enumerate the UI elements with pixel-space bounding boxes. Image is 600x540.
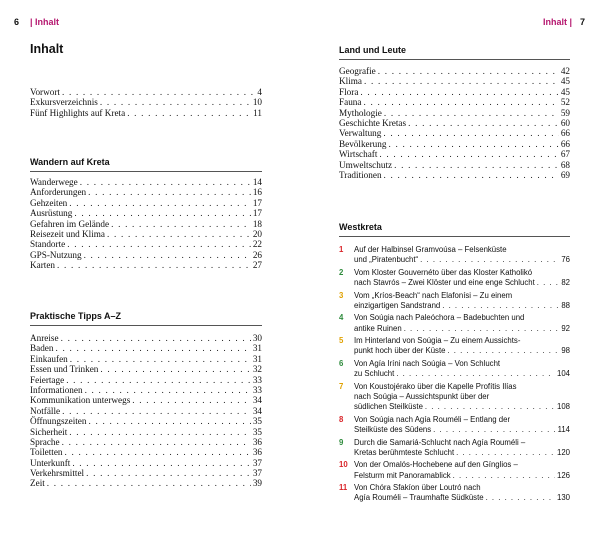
- toc-entry[interactable]: Ausrüstung . . . 17: [30, 208, 262, 218]
- toc-entry[interactable]: Fauna . . . 52: [339, 97, 570, 107]
- toc-entry[interactable]: Gefahren im Gelände . . . 18: [30, 219, 262, 229]
- toc-entry[interactable]: Essen und Trinken . . . 32: [30, 364, 262, 374]
- section-rule: [30, 325, 262, 326]
- toc-entry[interactable]: Mythologie . . . 59: [339, 108, 570, 118]
- toc-entry[interactable]: Unterkunft . . . 37: [30, 458, 262, 468]
- tour-entry[interactable]: 8 Von Soúgia nach Agía Rouméli – Entlang der Steilküste des Südens . . . 114: [339, 415, 570, 435]
- toc-entry[interactable]: Anreise . . . 30: [30, 333, 262, 343]
- toc-entry[interactable]: Feiertage . . . 33: [30, 375, 262, 385]
- tour-number: 9: [339, 437, 344, 447]
- toc-entry[interactable]: Vorwort . . . 4: [30, 87, 262, 97]
- tour-entry[interactable]: 5 Im Hinterland von Soúgia – Zu einem Aussichts- punkt hoch über der Küste . . . 98: [339, 336, 570, 356]
- toc-entry[interactable]: Informationen . . . 33: [30, 385, 262, 395]
- tour-number: 7: [339, 381, 344, 391]
- tour-number: 4: [339, 313, 344, 323]
- toc-entry[interactable]: Exkursverzeichnis . . . 10: [30, 97, 262, 107]
- toc-entry[interactable]: Geschichte Kretas . . . 60: [339, 118, 570, 128]
- section-rule: [339, 236, 570, 237]
- toc-entry[interactable]: Gehzeiten . . . 17: [30, 198, 262, 208]
- tour-number: 1: [339, 245, 344, 254]
- left-running-header: | Inhalt: [30, 17, 60, 27]
- tour-entry[interactable]: 1 Auf der Halbinsel Gramvoúsa – Felsenküste und „Piratenbucht“ . . . 76: [339, 245, 570, 265]
- tour-entry[interactable]: 11 Von Chóra Sfakíon über Loutró nach Agía Rouméli – Traumhafte Südküste . . . 130: [339, 483, 570, 503]
- toc-entry[interactable]: Reisezeit und Klima . . . 20: [30, 229, 262, 239]
- right-page-number: 7: [580, 17, 586, 27]
- section-heading-westkreta: Westkreta: [339, 222, 382, 232]
- right-running-header: Inhalt |: [543, 17, 573, 27]
- section-heading-land: Land und Leute: [339, 45, 406, 55]
- tipps-list: [30, 333, 262, 489]
- toc-entry[interactable]: Sprache . . . 36: [30, 437, 262, 447]
- intro-list: [30, 87, 262, 118]
- toc-entry[interactable]: Zeit . . . 39: [30, 478, 262, 488]
- tour-number: 5: [339, 336, 344, 346]
- tour-entry[interactable]: 3 Vom „Kríos-Beach“ nach Elafonísi – Zu einem einzigartigen Sandstrand . . . 88: [339, 291, 570, 311]
- toc-entry[interactable]: Sicherheit . . . 35: [30, 427, 262, 437]
- toc-entry[interactable]: Wanderwege . . . 14: [30, 177, 262, 187]
- section-rule: [339, 59, 570, 60]
- toc-entry[interactable]: Baden . . . 31: [30, 343, 262, 353]
- tour-entry[interactable]: 2 Vom Kloster Gouvernéto über das Kloster Katholikó nach Stavrós – Zwei Klöster und eine enge Schlucht . . . 82: [339, 268, 570, 288]
- page-title: Inhalt: [30, 42, 64, 56]
- tour-entry[interactable]: 10 Von der Omalós-Hochebene auf den Gínglios – Felsturm mit Panoramablick . . . 126: [339, 460, 570, 480]
- toc-entry[interactable]: Karten . . . 27: [30, 260, 262, 270]
- tour-number: 11: [339, 483, 348, 493]
- toc-entry[interactable]: Verwaltung . . . 66: [339, 128, 570, 138]
- section-heading-tipps: Praktische Tipps A–Z: [30, 311, 122, 321]
- toc-entry[interactable]: GPS-Nutzung . . . 26: [30, 250, 262, 260]
- toc-entry[interactable]: Klima . . . 45: [339, 76, 570, 86]
- toc-entry[interactable]: Traditionen . . . 69: [339, 170, 570, 180]
- tour-number: 10: [339, 460, 348, 470]
- toc-entry[interactable]: Kommunikation unterwegs . . . 34: [30, 395, 262, 405]
- tour-number: 3: [339, 290, 344, 300]
- toc-entry[interactable]: Einkaufen . . . 31: [30, 354, 262, 364]
- tour-entry[interactable]: 6 Von Agía Iríni nach Soúgia – Von Schlucht zu Schlucht . . . 104: [339, 359, 570, 379]
- tour-entry[interactable]: 4 Von Soúgia nach Paleóchora – Badebuchten und antike Ruinen . . . 92: [339, 313, 570, 333]
- toc-entry[interactable]: Notfälle . . . 34: [30, 406, 262, 416]
- toc-entry[interactable]: Wirtschaft . . . 67: [339, 149, 570, 159]
- tour-entry[interactable]: 9 Durch die Samariá-Schlucht nach Agía Rouméli – Kretas berühmteste Schlucht . . . 120: [339, 438, 570, 458]
- toc-entry[interactable]: Geografie . . . 42: [339, 66, 570, 76]
- westkreta-tour-list: [339, 245, 570, 506]
- tour-number: 2: [339, 267, 344, 277]
- toc-entry[interactable]: Umweltschutz . . . 68: [339, 160, 570, 170]
- wandern-list: [30, 177, 262, 271]
- toc-entry[interactable]: Öffnungszeiten . . . 35: [30, 416, 262, 426]
- toc-entry[interactable]: Bevölkerung . . . 66: [339, 139, 570, 149]
- tour-number: 6: [339, 358, 344, 368]
- toc-entry[interactable]: Fünf Highlights auf Kreta . . . 11: [30, 108, 262, 118]
- section-heading-wandern: Wandern auf Kreta: [30, 157, 110, 167]
- land-list: [339, 66, 570, 180]
- toc-entry[interactable]: Flora . . . 45: [339, 87, 570, 97]
- section-rule: [30, 171, 262, 172]
- tour-number: 8: [339, 414, 344, 424]
- toc-entry[interactable]: Verkehrsmittel . . . 37: [30, 468, 262, 478]
- toc-entry[interactable]: Anforderungen . . . 16: [30, 187, 262, 197]
- toc-entry[interactable]: Standorte . . . 22: [30, 239, 262, 249]
- left-page-number: 6: [14, 17, 20, 27]
- toc-entry[interactable]: Toiletten . . . 36: [30, 447, 262, 457]
- tour-entry[interactable]: 7 Von Koustojérako über die Kapelle Profítis Ilías nach Soúgia – Aussichtspunkt über der südlichen Steilküste . . . 108: [339, 382, 570, 413]
